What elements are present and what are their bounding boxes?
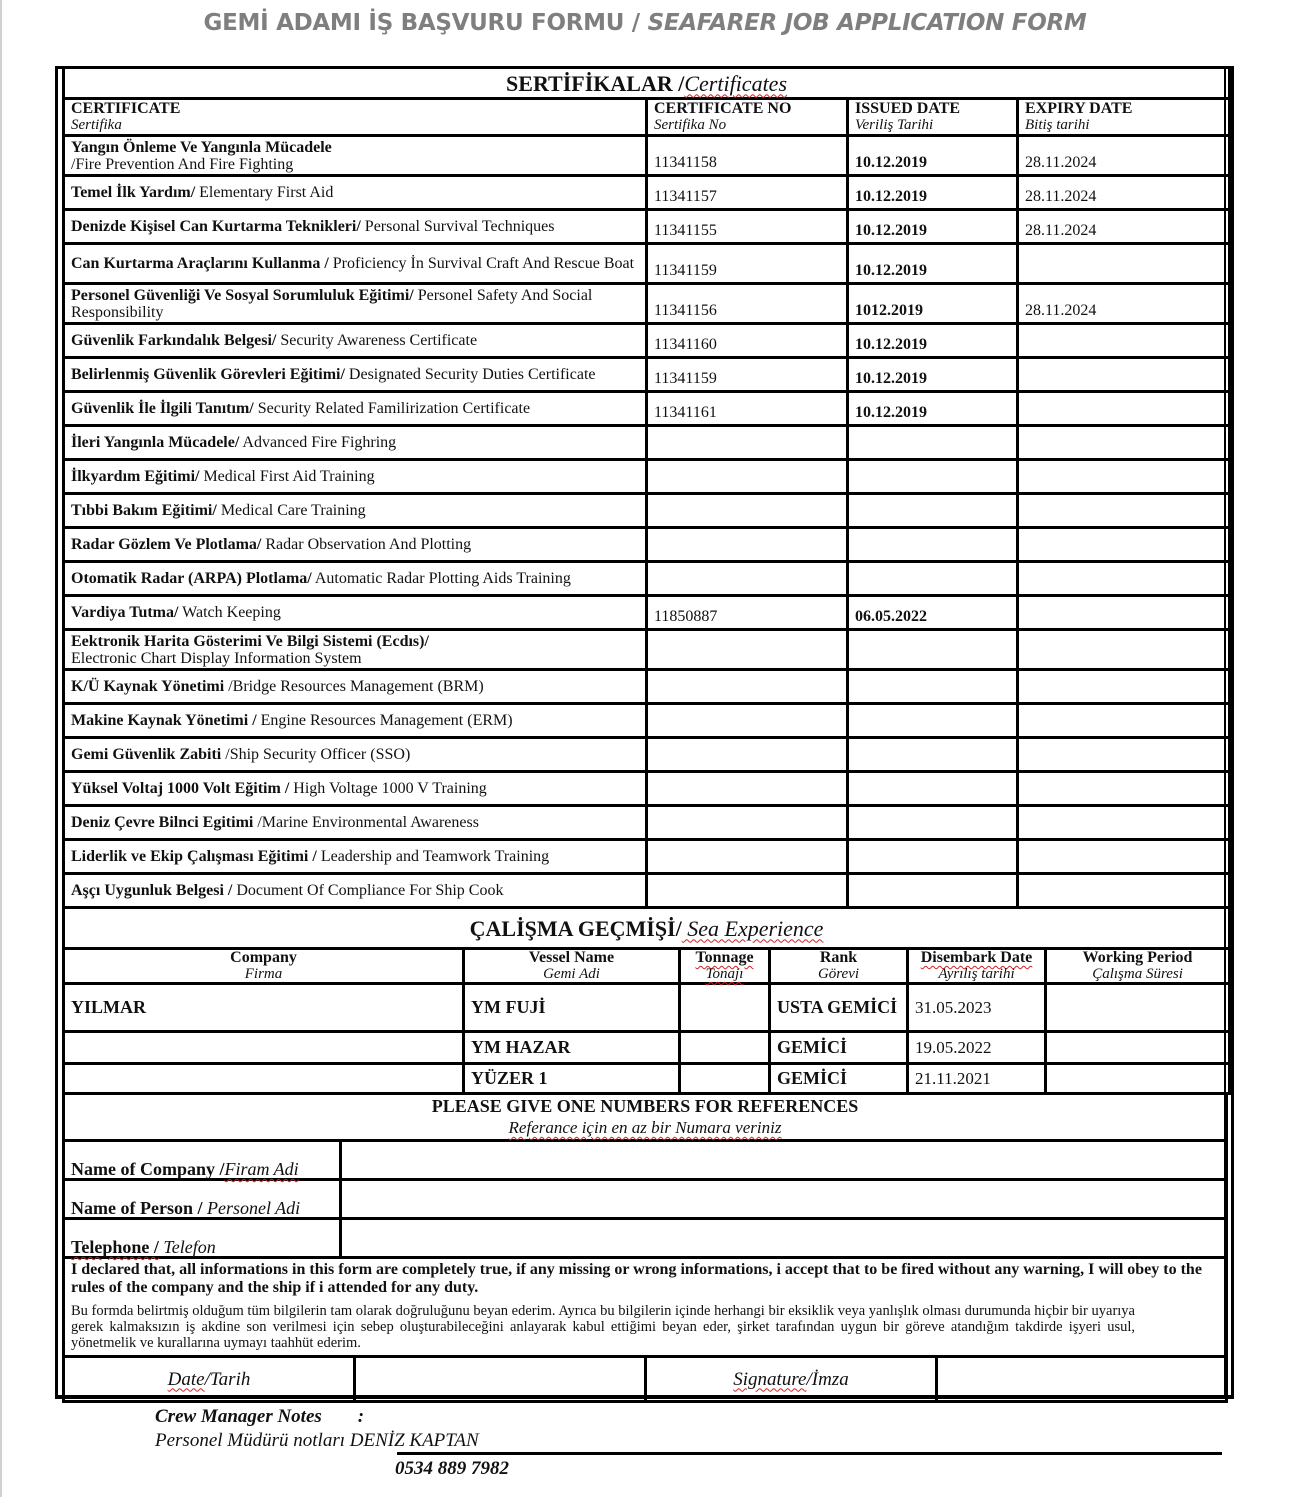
- certificate-row: [64, 874, 1230, 908]
- certificates-section-title: SERTİFİKALAR /Certificates: [64, 68, 1230, 99]
- certificate-name-cell: Vardiya Tutma/ Watch Keeping: [64, 596, 647, 630]
- issued-date-cell[interactable]: [848, 460, 1018, 494]
- period-cell[interactable]: [1046, 984, 1230, 1032]
- issued-date-cell[interactable]: [848, 738, 1018, 772]
- expiry-date-cell[interactable]: 28.11.2024: [1018, 136, 1230, 176]
- expiry-date-cell[interactable]: [1018, 738, 1230, 772]
- certificate-row: [64, 176, 1230, 210]
- title-turkish: GEMİ ADAMI İŞ BAŞVURU FORMU /: [203, 10, 640, 36]
- certificate-no-cell[interactable]: [647, 426, 848, 460]
- notes-underline: [397, 1452, 1222, 1455]
- certificate-no-cell[interactable]: 11341157: [647, 176, 848, 210]
- issued-date-cell[interactable]: [848, 806, 1018, 840]
- certificate-name-cell: Denizde Kişisel Can Kurtarma Teknikleri/ Personal Survival Techniques: [64, 210, 647, 244]
- issued-date-cell[interactable]: [848, 874, 1018, 908]
- declaration-table: [62, 1256, 1228, 1358]
- issued-date-cell[interactable]: [848, 562, 1018, 596]
- expiry-date-cell[interactable]: [1018, 630, 1230, 670]
- certificate-row: [64, 840, 1230, 874]
- certificate-row: [64, 596, 1230, 630]
- certificate-name-cell: Radar Gözlem Ve Plotlama/ Radar Observation And Plotting: [64, 528, 647, 562]
- expiry-date-cell[interactable]: [1018, 244, 1230, 284]
- certificate-no-cell[interactable]: [647, 840, 848, 874]
- issued-date-cell[interactable]: [848, 704, 1018, 738]
- col-company: Company Firma: [64, 949, 464, 984]
- vessel-cell[interactable]: YM FUJİ: [464, 984, 680, 1032]
- certificate-name-cell: Yangın Önleme Ve Yangınla Mücadele /Fire Prevention And Fire Fighting: [64, 136, 647, 176]
- issued-date-cell[interactable]: 10.12.2019: [848, 244, 1018, 284]
- certificate-name-cell: Güvenlik Farkındalık Belgesi/ Security Awareness Certificate: [64, 324, 647, 358]
- expiry-date-cell[interactable]: [1018, 460, 1230, 494]
- expiry-date-cell[interactable]: [1018, 670, 1230, 704]
- certificate-no-cell[interactable]: [647, 772, 848, 806]
- certificate-row: [64, 494, 1230, 528]
- certificate-name-cell: Otomatik Radar (ARPA) Plotlama/ Automatic Radar Plotting Aids Training: [64, 562, 647, 596]
- certificate-no-cell[interactable]: 11341155: [647, 210, 848, 244]
- col-disembark-date: Disembark Date Ayrılış tarihi: [908, 949, 1046, 984]
- notes-label: Crew Manager Notes: [155, 1406, 322, 1427]
- notes-phone: 0534 889 7982: [395, 1458, 509, 1479]
- reference-person-row: Name of Person / Personel Adi: [64, 1180, 1227, 1219]
- certificate-row: [64, 136, 1230, 176]
- expiry-date-cell[interactable]: [1018, 494, 1230, 528]
- experience-row: [64, 984, 1230, 1032]
- certificate-no-cell[interactable]: [647, 670, 848, 704]
- certificate-row: [64, 806, 1230, 840]
- certificate-name-cell: Belirlenmiş Güvenlik Görevleri Eğitimi/ Designated Security Duties Certificate: [64, 358, 647, 392]
- issued-date-cell[interactable]: 10.12.2019: [848, 324, 1018, 358]
- notes-label-turkish: Personel Müdürü notları: [155, 1430, 345, 1451]
- certificate-name-cell: Yüksel Voltaj 1000 Volt Eğitim / High Voltage 1000 V Training: [64, 772, 647, 806]
- certificates-header-row: [64, 99, 1230, 136]
- issued-date-cell[interactable]: 10.12.2019: [848, 210, 1018, 244]
- certificate-no-cell[interactable]: [647, 562, 848, 596]
- certificate-name-cell: Eektronik Harita Gösterimi Ve Bilgi Sistemi (Ecdıs)/ Electronic Chart Display Information System: [64, 630, 647, 670]
- period-cell[interactable]: [1046, 1064, 1230, 1094]
- certificate-no-cell[interactable]: 11341160: [647, 324, 848, 358]
- issued-date-cell[interactable]: 10.12.2019: [848, 392, 1018, 426]
- certificate-no-cell[interactable]: 11341159: [647, 358, 848, 392]
- certificate-name-cell: İleri Yangınla Mücadele/ Advanced Fire Fighring: [64, 426, 647, 460]
- certificate-row: [64, 528, 1230, 562]
- expiry-date-cell[interactable]: [1018, 840, 1230, 874]
- certificate-no-cell[interactable]: 11341159: [647, 244, 848, 284]
- expiry-date-cell[interactable]: [1018, 324, 1230, 358]
- expiry-date-cell[interactable]: [1018, 562, 1230, 596]
- certificate-no-cell[interactable]: [647, 874, 848, 908]
- rank-cell[interactable]: GEMİCİ: [770, 1032, 908, 1064]
- expiry-date-cell[interactable]: 28.11.2024: [1018, 176, 1230, 210]
- expiry-date-cell[interactable]: 28.11.2024: [1018, 284, 1230, 324]
- sea-experience-section-title: ÇALİŞMA GEÇMİŞİ/ Sea Experience: [64, 908, 1230, 949]
- certificate-no-cell[interactable]: 11341158: [647, 136, 848, 176]
- certificate-name-cell: Makine Kaynak Yönetimi / Engine Resources Management (ERM): [64, 704, 647, 738]
- certificate-row: [64, 738, 1230, 772]
- certificates-table: [62, 66, 1231, 909]
- certificate-name-cell: K/Ü Kaynak Yönetimi /Bridge Resources Management (BRM): [64, 670, 647, 704]
- reference-company-row: Name of Company /Firam Adi: [64, 1141, 1227, 1180]
- reference-person-field[interactable]: [341, 1180, 1227, 1219]
- certificate-row: [64, 358, 1230, 392]
- certificate-name-cell: Aşçı Uygunluk Belgesi / Document Of Compliance For Ship Cook: [64, 874, 647, 908]
- reference-company-field[interactable]: [341, 1141, 1227, 1180]
- issued-date-cell[interactable]: [848, 840, 1018, 874]
- col-expiry-date: EXPIRY DATE Bitiş tarihi: [1018, 99, 1230, 136]
- certificate-row: [64, 210, 1230, 244]
- certificate-name-cell: Gemi Güvenlik Zabiti /Ship Security Officer (SSO): [64, 738, 647, 772]
- sea-experience-header-row: [64, 949, 1230, 984]
- expiry-date-cell[interactable]: [1018, 426, 1230, 460]
- certificate-row: [64, 392, 1230, 426]
- issued-date-cell[interactable]: [848, 772, 1018, 806]
- expiry-date-cell[interactable]: 28.11.2024: [1018, 210, 1230, 244]
- issued-date-cell[interactable]: 06.05.2022: [848, 596, 1018, 630]
- certificate-row: [64, 704, 1230, 738]
- col-certificate-no: CERTIFICATE NO Sertifika No: [647, 99, 848, 136]
- tonnage-cell[interactable]: [680, 984, 770, 1032]
- issued-date-cell[interactable]: [848, 494, 1018, 528]
- issued-date-cell[interactable]: [848, 528, 1018, 562]
- certificate-row: [64, 670, 1230, 704]
- expiry-date-cell[interactable]: [1018, 392, 1230, 426]
- signature-table: [62, 1355, 1228, 1403]
- references-title: PLEASE GIVE ONE NUMBERS FOR REFERENCES Referance için en az bir Numara veriniz: [64, 1094, 1227, 1141]
- certificate-name-cell: Deniz Çevre Bilnci Egitimi /Marine Environmental Awareness: [64, 806, 647, 840]
- page-edge: [0, 0, 2, 1497]
- crew-manager-notes: Crew Manager Notes : Personel Müdürü notları DENİZ KAPTAN 0534 889 7982: [155, 1406, 509, 1479]
- expiry-date-cell[interactable]: [1018, 358, 1230, 392]
- col-vessel-name: Vessel Name Gemi Adi: [464, 949, 680, 984]
- declaration-turkish: Bu formda belirtmiş olduğum tüm bilgilerin tam olarak doğruluğunu beyan ederim. Ayrıca bu bilgilerin içinde herhangi bir eksiklik veya yanlışlık olması durumunda hiçbir bir uyarıya gerek kalmaksızın iş akdine son verilmesi için sebep oluşturabileceğini anlayarak kabul ettiğimi beyan eder, şirket tarafından uygun bir göreve atandığım takdirde işyeri usul, yönetmelik ve kurallarına uymayı taahhüt ederim.: [64, 1299, 1227, 1357]
- company-cell[interactable]: [64, 1064, 464, 1094]
- col-certificate: CERTIFICATE Sertifika: [64, 99, 647, 136]
- certificate-name-cell: Can Kurtarma Araçlarını Kullanma / Proficiency İn Survival Craft And Rescue Boat: [64, 244, 647, 284]
- expiry-date-cell[interactable]: [1018, 596, 1230, 630]
- issued-date-cell[interactable]: 10.12.2019: [848, 176, 1018, 210]
- vessel-cell[interactable]: YÜZER 1: [464, 1064, 680, 1094]
- certificate-no-cell[interactable]: 11341156: [647, 284, 848, 324]
- certificate-no-cell[interactable]: 11850887: [647, 596, 848, 630]
- sea-experience-table: [62, 906, 1231, 1095]
- tonnage-cell[interactable]: [680, 1032, 770, 1064]
- certificate-name-cell: Temel İlk Yardım/ Elementary First Aid: [64, 176, 647, 210]
- references-subtitle: Referance için en az bir Numara veriniz: [508, 1118, 782, 1137]
- rank-cell[interactable]: USTA GEMİCİ: [770, 984, 908, 1032]
- expiry-date-cell[interactable]: [1018, 528, 1230, 562]
- issued-date-cell[interactable]: 1012.2019: [848, 284, 1018, 324]
- col-issued-date: ISSUED DATE Veriliş Tarihi: [848, 99, 1018, 136]
- company-cell[interactable]: YILMAR: [64, 984, 464, 1032]
- certificate-row: [64, 630, 1230, 670]
- certificate-row: [64, 772, 1230, 806]
- certificate-name-cell: Liderlik ve Ekip Çalışması Eğitimi / Leadership and Teamwork Training: [64, 840, 647, 874]
- form-content: [62, 66, 1228, 1403]
- certificate-name-cell: Güvenlik İle İlgili Tanıtım/ Security Related Familirization Certificate: [64, 392, 647, 426]
- experience-row: [64, 1064, 1230, 1094]
- page-title: [0, 10, 1290, 36]
- expiry-date-cell[interactable]: [1018, 874, 1230, 908]
- certificate-no-cell[interactable]: [647, 630, 848, 670]
- disembark-cell[interactable]: 19.05.2022: [908, 1032, 1046, 1064]
- certificate-row: [64, 562, 1230, 596]
- certificate-no-cell[interactable]: [647, 738, 848, 772]
- issued-date-cell[interactable]: 10.12.2019: [848, 358, 1018, 392]
- certificate-no-cell[interactable]: [647, 460, 848, 494]
- certificate-row: [64, 284, 1230, 324]
- certificate-row: [64, 244, 1230, 284]
- tonnage-cell[interactable]: [680, 1064, 770, 1094]
- certificate-no-cell[interactable]: [647, 494, 848, 528]
- col-working-period: Working Period Çalışma Süresi: [1046, 949, 1230, 984]
- experience-row: [64, 1032, 1230, 1064]
- expiry-date-cell[interactable]: [1018, 772, 1230, 806]
- certificate-name-cell: İlkyardım Eğitimi/ Medical First Aid Training: [64, 460, 647, 494]
- declaration-english: I declared that, all informations in this form are completely true, if any missing or wrong informations, i accept that to be fired without any warning, I will obey to the rules of the company and the ship if i attended for any duty.: [64, 1258, 1227, 1300]
- reference-telephone-row: Telephone / Telefon: [64, 1219, 1227, 1258]
- notes-value: DENİZ KAPTAN: [345, 1430, 479, 1451]
- certificate-no-cell[interactable]: [647, 806, 848, 840]
- date-label: Date/Tarih: [64, 1357, 355, 1402]
- col-rank: Rank Görevi: [770, 949, 908, 984]
- issued-date-cell[interactable]: 10.12.2019: [848, 136, 1018, 176]
- expiry-date-cell[interactable]: [1018, 806, 1230, 840]
- signature-label: Signature/İmza: [646, 1357, 937, 1402]
- certificate-no-cell[interactable]: [647, 528, 848, 562]
- vessel-cell[interactable]: YM HAZAR: [464, 1032, 680, 1064]
- col-tonnage: Tonnage Tonajı: [680, 949, 770, 984]
- references-table: [62, 1092, 1228, 1259]
- rank-cell[interactable]: GEMİCİ: [770, 1064, 908, 1094]
- certificate-row: [64, 460, 1230, 494]
- certificate-no-cell[interactable]: 11341161: [647, 392, 848, 426]
- issued-date-cell[interactable]: [848, 426, 1018, 460]
- signature-field[interactable]: [937, 1357, 1227, 1402]
- company-cell[interactable]: [64, 1032, 464, 1064]
- period-cell[interactable]: [1046, 1032, 1230, 1064]
- expiry-date-cell[interactable]: [1018, 704, 1230, 738]
- disembark-cell[interactable]: 31.05.2023: [908, 984, 1046, 1032]
- certificate-name-cell: Tıbbi Bakım Eğitimi/ Medical Care Training: [64, 494, 647, 528]
- title-english: SEAFARER JOB APPLICATION FORM: [647, 10, 1087, 36]
- issued-date-cell[interactable]: [848, 670, 1018, 704]
- certificate-row: [64, 324, 1230, 358]
- issued-date-cell[interactable]: [848, 630, 1018, 670]
- date-field[interactable]: [355, 1357, 646, 1402]
- certificate-name-cell: Personel Güvenliği Ve Sosyal Sorumluluk Eğitimi/ Personel Safety And Social Responsibility: [64, 284, 647, 324]
- certificate-row: [64, 426, 1230, 460]
- disembark-cell[interactable]: 21.11.2021: [908, 1064, 1046, 1094]
- reference-telephone-field[interactable]: [341, 1219, 1227, 1258]
- certificate-no-cell[interactable]: [647, 704, 848, 738]
